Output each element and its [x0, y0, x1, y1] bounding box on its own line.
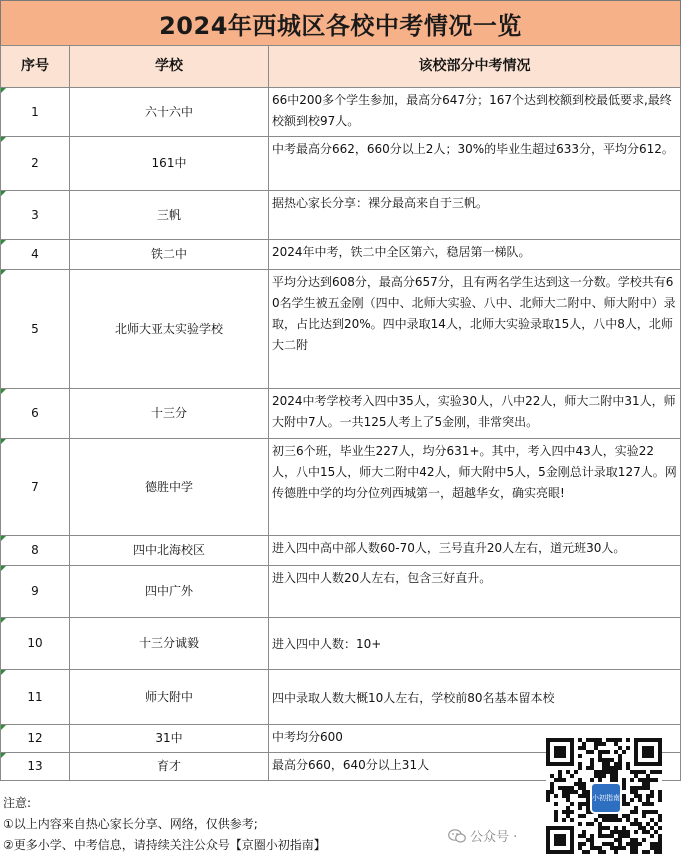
row-info: 66中200多个学生参加，最高分647分；167个达到校额到校最低要求,最终校额到校97人。	[269, 88, 681, 137]
table-row	[1, 240, 681, 270]
row-info: 中考均分600	[269, 725, 681, 753]
row-school: 四中北海校区	[70, 536, 269, 566]
table-row	[1, 618, 681, 670]
row-school: 三帆	[70, 191, 269, 240]
table-row	[1, 566, 681, 618]
row-school: 161中	[70, 137, 269, 191]
header-info: 该校部分中考情况	[269, 46, 681, 88]
notes-line-2: ②更多小学、中考信息，请持续关注公众号【京圈小初指南】	[3, 838, 326, 852]
page-title: 2024年西城区各校中考情况一览	[0, 0, 681, 46]
table-header-row	[1, 46, 681, 88]
row-no: 11	[1, 670, 70, 725]
row-info: 平均分达到608分，最高分657分，且有两名学生达到这一分数。学校共有60名学生被五金刚（四中、北师大实验、八中、北师大二附中、师大附中）录取，占比达到20%。四中录取14人，北师大实验录取15人，八中8人，北师大二附	[269, 270, 681, 389]
wechat-watermark	[448, 826, 517, 845]
row-school: 十三分	[70, 389, 269, 439]
row-school: 育才	[70, 753, 269, 781]
row-no: 13	[1, 753, 70, 781]
row-no: 8	[1, 536, 70, 566]
row-info: 进入四中人数：10+	[269, 618, 681, 670]
table-row	[1, 389, 681, 439]
row-info: 最高分660，640分以上31人	[269, 753, 681, 781]
row-no: 9	[1, 566, 70, 618]
watermark-text: 公众号 ·	[470, 830, 518, 845]
row-info: 进入四中人数20人左右，包含三好直升。	[269, 566, 681, 618]
row-school: 十三分诚毅	[70, 618, 269, 670]
row-school: 德胜中学	[70, 439, 269, 536]
wechat-icon	[448, 829, 466, 843]
row-info: 中考最高分662，660分以上2人；30%的毕业生超过633分，平均分612。	[269, 137, 681, 191]
row-no: 4	[1, 240, 70, 270]
row-no: 7	[1, 439, 70, 536]
row-info: 进入四中高中部人数60-70人，三号直升20人左右，道元班30人。	[269, 536, 681, 566]
header-school: 学校	[70, 46, 269, 88]
table-row	[1, 670, 681, 725]
notes	[3, 793, 326, 856]
qr-code[interactable]	[546, 738, 662, 854]
table-row	[1, 137, 681, 191]
header-no: 序号	[1, 46, 70, 88]
row-info: 2024年中考，铁二中全区第六，稳居第一梯队。	[269, 240, 681, 270]
row-no: 10	[1, 618, 70, 670]
row-no: 3	[1, 191, 70, 240]
row-no: 12	[1, 725, 70, 753]
qr-logo-badge: 小初指南	[590, 782, 622, 814]
table-row	[1, 536, 681, 566]
row-school: 31中	[70, 725, 269, 753]
row-no: 5	[1, 270, 70, 389]
school-table	[0, 45, 681, 781]
row-info: 据热心家长分享：裸分最高来自于三帆。	[269, 191, 681, 240]
row-no: 2	[1, 137, 70, 191]
row-school: 铁二中	[70, 240, 269, 270]
row-info: 四中录取人数大概10人左右，学校前80名基本留本校	[269, 670, 681, 725]
row-no: 1	[1, 88, 70, 137]
row-school: 师大附中	[70, 670, 269, 725]
table-row	[1, 270, 681, 389]
row-school: 四中广外	[70, 566, 269, 618]
row-school: 北师大亚太实验学校	[70, 270, 269, 389]
table-row	[1, 439, 681, 536]
notes-line-1: ①以上内容来自热心家长分享、网络，仅供参考;	[3, 817, 258, 831]
row-school: 六十六中	[70, 88, 269, 137]
row-info: 2024中考学校考入四中35人，实验30人，八中22人，师大二附中31人，师大附中7人。一共125人考上了5金刚，非常突出。	[269, 389, 681, 439]
table-row	[1, 191, 681, 240]
notes-label: 注意:	[3, 796, 32, 810]
table-row	[1, 88, 681, 137]
row-no: 6	[1, 389, 70, 439]
row-info: 初三6个班，毕业生227人，均分631+。其中，考入四中43人，实验22人，八中15人，师大二附中42人，师大附中5人，5金刚总计录取127人。网传德胜中学的均分位列西城第一，超越华女，确实亮眼!	[269, 439, 681, 536]
